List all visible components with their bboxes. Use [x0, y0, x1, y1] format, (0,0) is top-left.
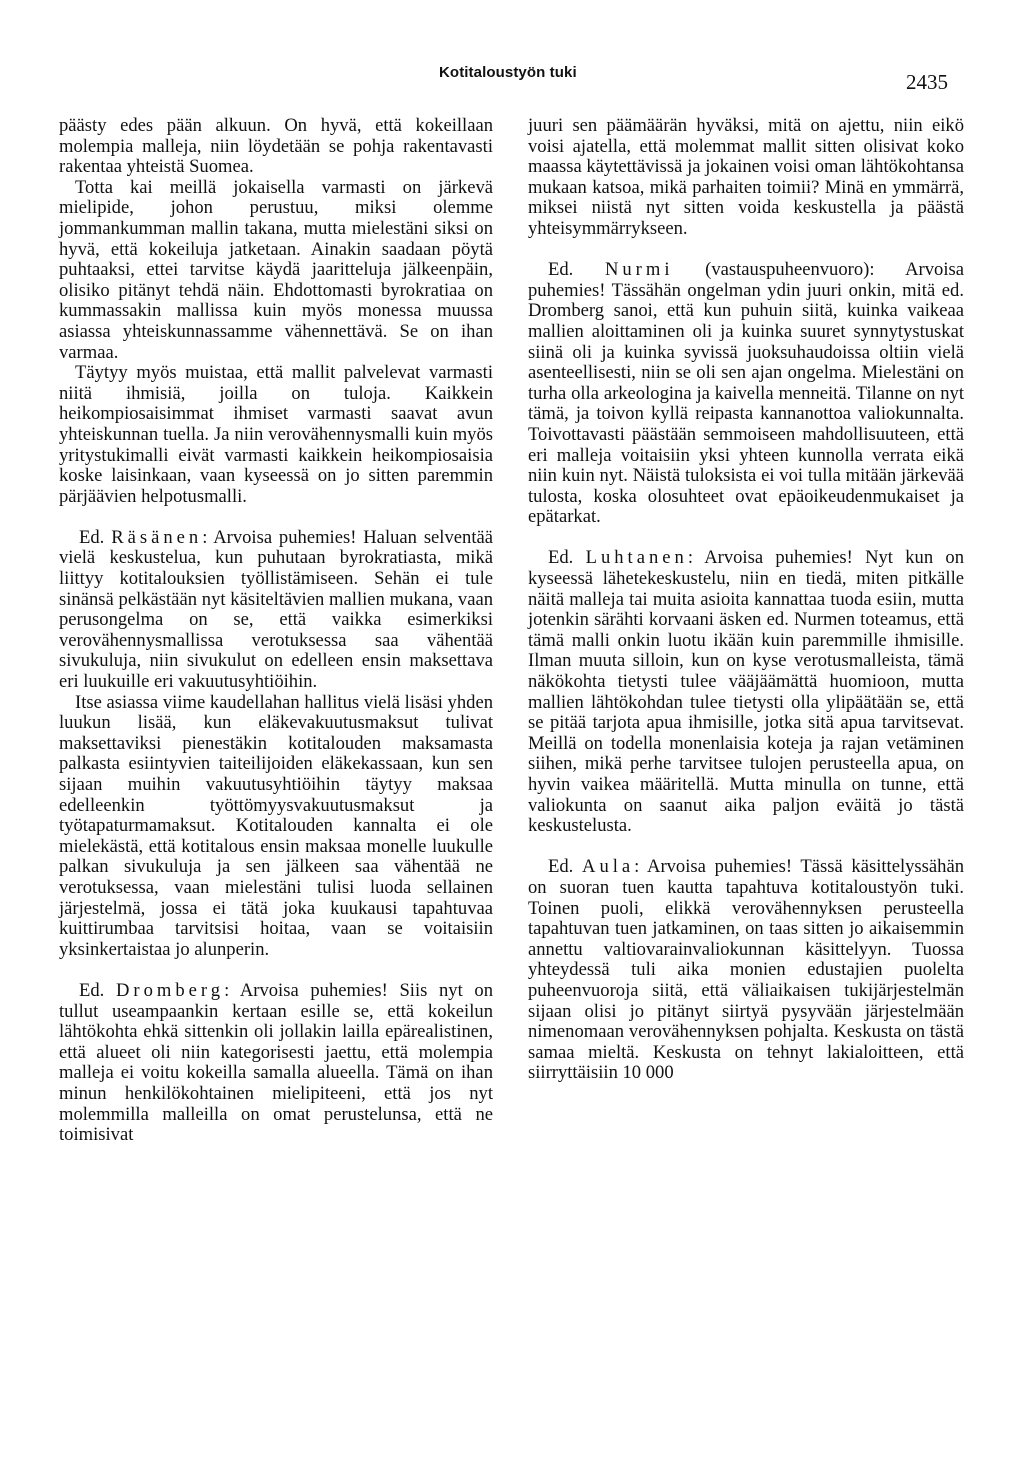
paragraph-gap — [59, 507, 493, 528]
running-header-title: Kotitaloustyön tuki — [439, 64, 577, 81]
left-column — [59, 116, 493, 1146]
speaker-name: Luhtanen — [585, 547, 688, 569]
page-number: 2435 — [906, 70, 948, 94]
paragraph: juuri sen päämäärän hyväksi, mitä on ajettu, niin eikö voisi ajatella, että molemmat mallit sitten olisivat koko maassa käytettävissä ja jokainen voisi oman lähtökohtansa mukaan katsoa, mikä parhaiten toimii? Minä en ymmärrä, miksei niistä nyt sitten voida keskustella ja päästä yhteisymmärrykseen. — [528, 115, 964, 239]
speaker-prefix: Ed. — [79, 526, 105, 548]
paragraph-gap — [528, 837, 964, 858]
paragraph-gap — [528, 240, 964, 261]
speaker-prefix: Ed. — [548, 259, 574, 281]
speaker-prefix: Ed. — [548, 856, 574, 878]
speech-aula — [528, 857, 964, 1084]
right-column — [528, 116, 964, 1084]
speech-luhtanen — [528, 548, 964, 836]
speaker-name: Räsänen — [111, 526, 203, 548]
paragraph: Itse asiassa viime kaudellahan hallitus vielä lisäsi yhden luukun lisää, kun eläkevakuutusmaksut tulivat maksettaviksi pienestäkin kotitalouden maksamasta palkasta esiintyvien taiteilijoiden eläkekassaan, kun sen sijaan muihin vakuutusyhtiöihin täytyy maksaa edelleenkin työttömyysvakuutusmaksut ja työtapaturmamaksut. Kotitalouden kannalta ei ole mielekästä, että kotitalous ensin maksaa monelle luukulle palkan sivukuluja ja sen jälkeen saa vähentää ne verotuksessa, vaan mielestäni tulisi luoda sellainen järjestelmä, jossa ei tätä joka kuukausi tapahtuvaa kuittirumbaa tarvitsisi hoitaa, vaan se voitaisiin yksinkertaistaa jo alunperin. — [59, 691, 493, 960]
speech-text: : Arvoisa puhemies! Tässä käsittelyssähän on suoran tuen kautta tapahtuva kotitaloustyön tuki. Toinen puoli, elikkä verovähennyksen perusteella tapahtuvan tuen jatkaminen, on taas sitten jo aikaisemmin annettu valtiovarainvaliokunnan käsittelyyn. Tuossa yhteydessä tuli aika monien edustajien puolelta puheenvuoroja siitä, että väliaikaisen tukijärjestelmän sijaan olisi jo pitänyt siirtyä pysyvään järjestelmään nimenomaan verovähennyksen pohjalta. Keskusta on tästä samaa mieltä. Keskusta on tehnyt lakialoitteen, että siirryttäisiin 10 000 — [528, 856, 964, 1084]
speaker-name: Nurmi — [604, 259, 674, 281]
speech-text: : Arvoisa puhemies! Siis nyt on tullut useampaankin kertaan esille se, että kokeilun lähtökohta ehkä sittenkin oli jollakin lailla epärealistinen, että alueet oli niin kategorisesti jaettu, että molempia malleja ei voitu kokeilla samalla alueella. Tämä on ihan minun henkilökohtainen mielipiteeni, että jos nyt molemmilla malleilla on omat perustelunsa, että ne toimisivat — [59, 979, 494, 1146]
paragraph-gap — [59, 960, 493, 981]
speaker-prefix: Ed. — [79, 979, 105, 1001]
paragraph: Täytyy myös muistaa, että mallit palvelevat varmasti niitä ihmisiä, joilla on tuloja. Kaikkein heikompiosaisimmat ihmiset varmasti saavat avun yhteiskunnan tuella. Ja niin verovähennysmalli kuin myös yritystukimalli eivät varmasti kaikkein heikompiosaisia koske laisinkaan, vaan kyseessä on jo sitten paremmin pärjäävien helpotusmalli. — [59, 362, 493, 507]
paragraph: Totta kai meillä jokaisella varmasti on järkevä mielipide, johon perustuu, miksi olemme jommankumman mallin takana, mutta mielestäni siksi on hyvä, että kokeiluja jatketaan. Ainakin saadaan pöytä puhtaaksi, ettei tarvitse käydä jaaritteluja jälkeenpäin, olisiko pitänyt tehdä näin. Ehdottomasti byrokratiaa on kummassakin mallissa kuin myös monessa muussa asiassa yhteiskunnassamme vähennettävä. Se on ihan varmaa. — [59, 176, 493, 363]
speech-text: : Arvoisa puhemies! Haluan selventää vielä keskustelua, kun puhutaan byrokratiasta, mikä liittyy kotitalouksien työllistämiseen. Sehän ei tule sinänsä pelkästään nyt käsiteltävien mallien mukana, vaan perusongelma on se, että vaikka esimerkiksi verovähennysmallissa verotuksessa saa vähentää sivukuluja, niin sivukulut on edelleen ensin maksettava eri luukuille eri vakuutusyhtiöihin. — [59, 526, 493, 693]
speaker-name: Dromberg — [115, 979, 225, 1001]
speech-text: (vastauspuheenvuoro): Arvoisa puhemies! Tässähän ongelman ydin juuri onkin, mitä ed. Dromberg sanoi, että kun puhuin siitä, kuinka vaikeaa mallien aloittaminen oli ja kuinka suuret synnytystuskat siinä oli ja kuinka syvissä juoksuhaudoissa oltiin vielä asenteellisesti, niin se oli sen ajan ongelma. Mielestäni on turha olla arkeologina ja kaivella menneitä. Tilanne on nyt tämä, ja toivon kyllä reipasta kannanottoa valiokunnalta. Toivottavasti päästään semmoiseen mahdollisuuteen, että eri malleja voitaisiin yksi yhteen kunnolla verrata eikä niin kuin nyt. Näistä tuloksista ei voi tulla mitään järkevää tulosta, koska olosuhteet ovat epäoikeudenmukaiset ja epätarkat. — [528, 259, 964, 528]
speaker-prefix: Ed. — [548, 547, 574, 569]
paragraph-gap — [528, 528, 964, 549]
speech-nurmi — [528, 260, 964, 528]
speech-text: : Arvoisa puhemies! Nyt kun on kyseessä lähetekeskustelu, niin en tiedä, miten pitkälle näitä malleja tai muita asioita kannattaa tuoda esiin, mutta jotenkin särähti korvaani äsken ed. Nurmen toteamus, että tämä malli onkin luotu ikään kuin paremmille ihmisille. Ilman muuta silloin, kun on kyse verotusmalleista, tämä näkökohta tietysti tulee vääjäämättä huomioon, mutta mallien lähtökohdan tulee tietysti olla ylipäätään se, että se pitää tarjota apua ihmisille, jotka sitä apua tarvitsevat. Meillä on todella monenlaisia koteja ja rajan vetäminen siihen, mikä perhe tarvitsee tulojen perusteella apua, on hyvin vaikea määritellä. Mutta minulla on tunne, että valiokunta on saanut aika paljon eväitä jo tästä keskustelusta. — [528, 547, 965, 837]
paragraph: päästy edes pään alkuun. On hyvä, että kokeillaan molempia malleja, niin löydetään se pohja rakentavasti rakentaa yhteistä Suomea. — [59, 115, 493, 178]
speech-dromberg — [59, 981, 493, 1146]
speech-rasanen — [59, 528, 493, 693]
speaker-name: Aula — [582, 856, 635, 878]
